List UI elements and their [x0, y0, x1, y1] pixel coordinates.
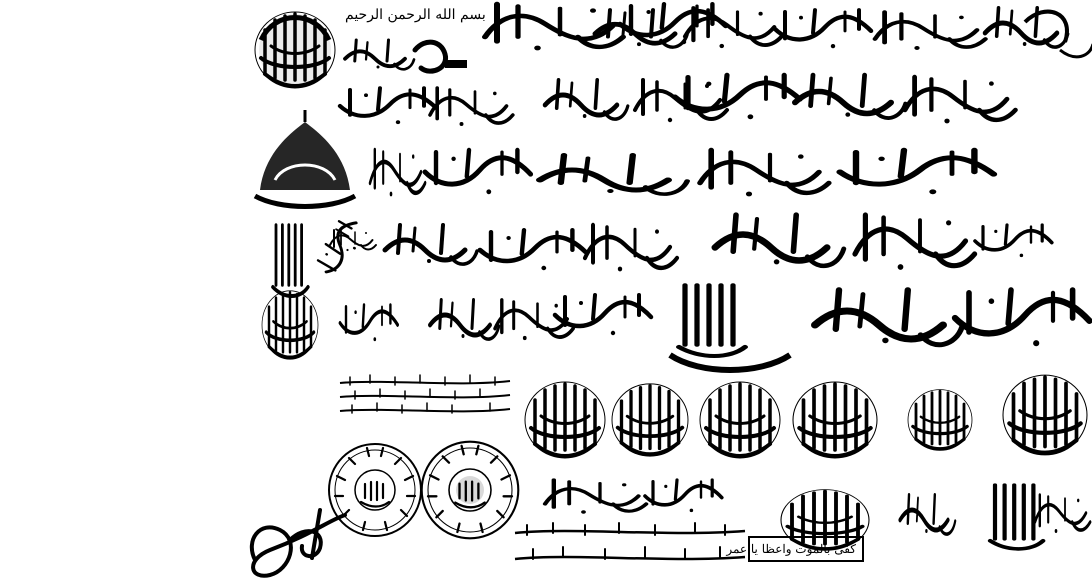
calligraphy-artwork — [245, 0, 1092, 582]
verse-row-4-b — [385, 225, 477, 264]
wa-qul-imalu-yasin — [345, 40, 467, 71]
round-medallion-5 — [793, 382, 877, 458]
muhammad-small — [900, 495, 955, 534]
verse-row-7-a — [545, 480, 722, 514]
mosque-dome-composition — [255, 110, 355, 207]
bismillah-top-small: بسم الله الرحمن الرحيم — [345, 7, 486, 23]
verse-row-5-b — [430, 300, 499, 339]
calligraphy-artwork-svg — [245, 0, 1092, 582]
verse-row-3-c — [540, 155, 687, 194]
verse-row-2-d — [675, 75, 1015, 123]
verse-row-5-e — [670, 285, 790, 370]
shahada-composition — [990, 485, 1090, 549]
round-medallion-7 — [908, 390, 972, 451]
bismillah-row-3 — [875, 8, 1092, 57]
bismillah-row-2 — [595, 8, 871, 48]
verse-row-5-d — [555, 295, 651, 335]
round-medallion-3 — [612, 384, 688, 456]
verse-row-2-a — [340, 88, 513, 126]
verse-row-5-a — [340, 305, 398, 341]
boxed-text-frame — [726, 536, 864, 562]
verse-row-5-f — [815, 290, 1089, 346]
verse-row-3-b — [425, 150, 531, 194]
round-medallion-4 — [700, 382, 780, 458]
circular-seal-1 — [329, 444, 421, 536]
circular-seal-2 — [422, 442, 519, 539]
hamd-two-lines — [515, 523, 745, 559]
round-medallion-1 — [255, 12, 335, 88]
verse-row-4-c — [480, 230, 586, 270]
naskh-text-block — [340, 375, 510, 413]
verse-row-3-d — [700, 150, 994, 196]
verse-row-4-d — [585, 225, 677, 271]
boxed-text: كفى بالموت واعظا يا عمر — [726, 542, 856, 556]
round-medallion-6 — [1003, 375, 1087, 455]
blank-margin — [0, 0, 245, 582]
verse-row-4-e — [715, 215, 1052, 270]
signature-flourish — [252, 510, 345, 576]
round-medallion-2 — [525, 382, 605, 458]
verse-row-3-a — [370, 150, 425, 196]
tall-minaret-composition — [262, 215, 367, 359]
verse-row-2-b — [545, 80, 628, 119]
